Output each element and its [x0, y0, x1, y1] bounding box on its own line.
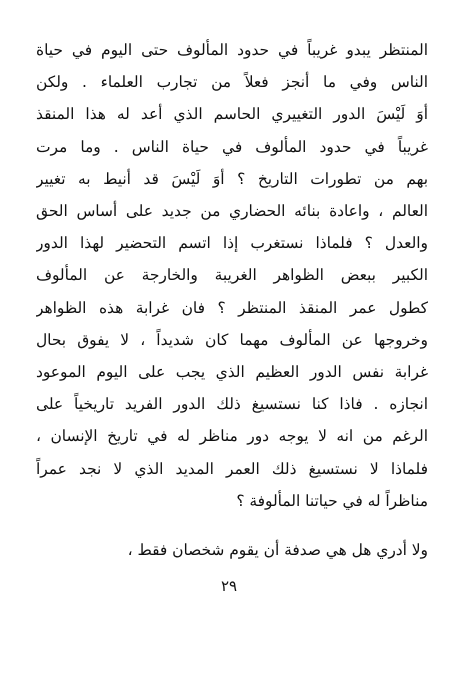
paragraph-line: غريباً في حدود المألوف في حياة الناس . وما مرت: [36, 137, 428, 156]
paragraph-line: الناس وفي ما أنجز فعلاً من تجارب العلماء . ولكن: [36, 73, 428, 92]
page-number: ٢٩: [220, 577, 238, 595]
paragraph-line: والعدل ؟ فلماذا نستغرب إذا اتسم التحضير لهذا الدور: [36, 234, 428, 253]
paragraph-line: فلماذا لا نستسيغ ذلك العمر المديد الذي لا نجد عمراً: [36, 459, 428, 478]
paragraph-line: غرابة نفس الدور العظيم الذي يجب على اليوم الموعود: [36, 363, 428, 382]
paragraph-line: انجازه . فاذا كنا نستسيغ ذلك الدور الفريد تاريخياً على: [36, 395, 428, 414]
paragraph-line: الكبير ببعض الظواهر الغريبة والخارجة عن المألوف: [36, 266, 428, 285]
paragraph-line: المنتظر يبدو غريباً في حدود المألوف حتى اليوم في حياة: [36, 41, 428, 59]
paragraph-line: بهم من تطورات التاريخ ؟ أوَ لَيْسَ قد أنيط به تغيير: [36, 169, 428, 188]
paragraph-line: أوَ لَيْسَ الدور التغييري الحاسم الذي أعد له هذا المنقذ: [36, 105, 428, 124]
paragraph-line: مناظراً له في حياتنا المألوفة ؟: [236, 491, 428, 510]
closing-line: ولا أدري هل هي صدفة أن يقوم شخصان فقط ،: [127, 541, 428, 559]
paragraph-line: كطول عمر المنقذ المنتظر ؟ فان غرابة هذه الظواهر: [36, 298, 428, 317]
main-paragraph: [36, 34, 428, 517]
paragraph-line: العالم ، واعادة بنائه الحضاري من جديد على أساس الحق: [36, 202, 428, 221]
paragraph-line: وخروجها عن المألوف مهما كان شديداً ، لا يفوق بحال: [36, 330, 428, 349]
paragraph-line: الرغم من انه لا يوجه دور مناظر له في تاريخ الإنسان ،: [36, 427, 428, 446]
